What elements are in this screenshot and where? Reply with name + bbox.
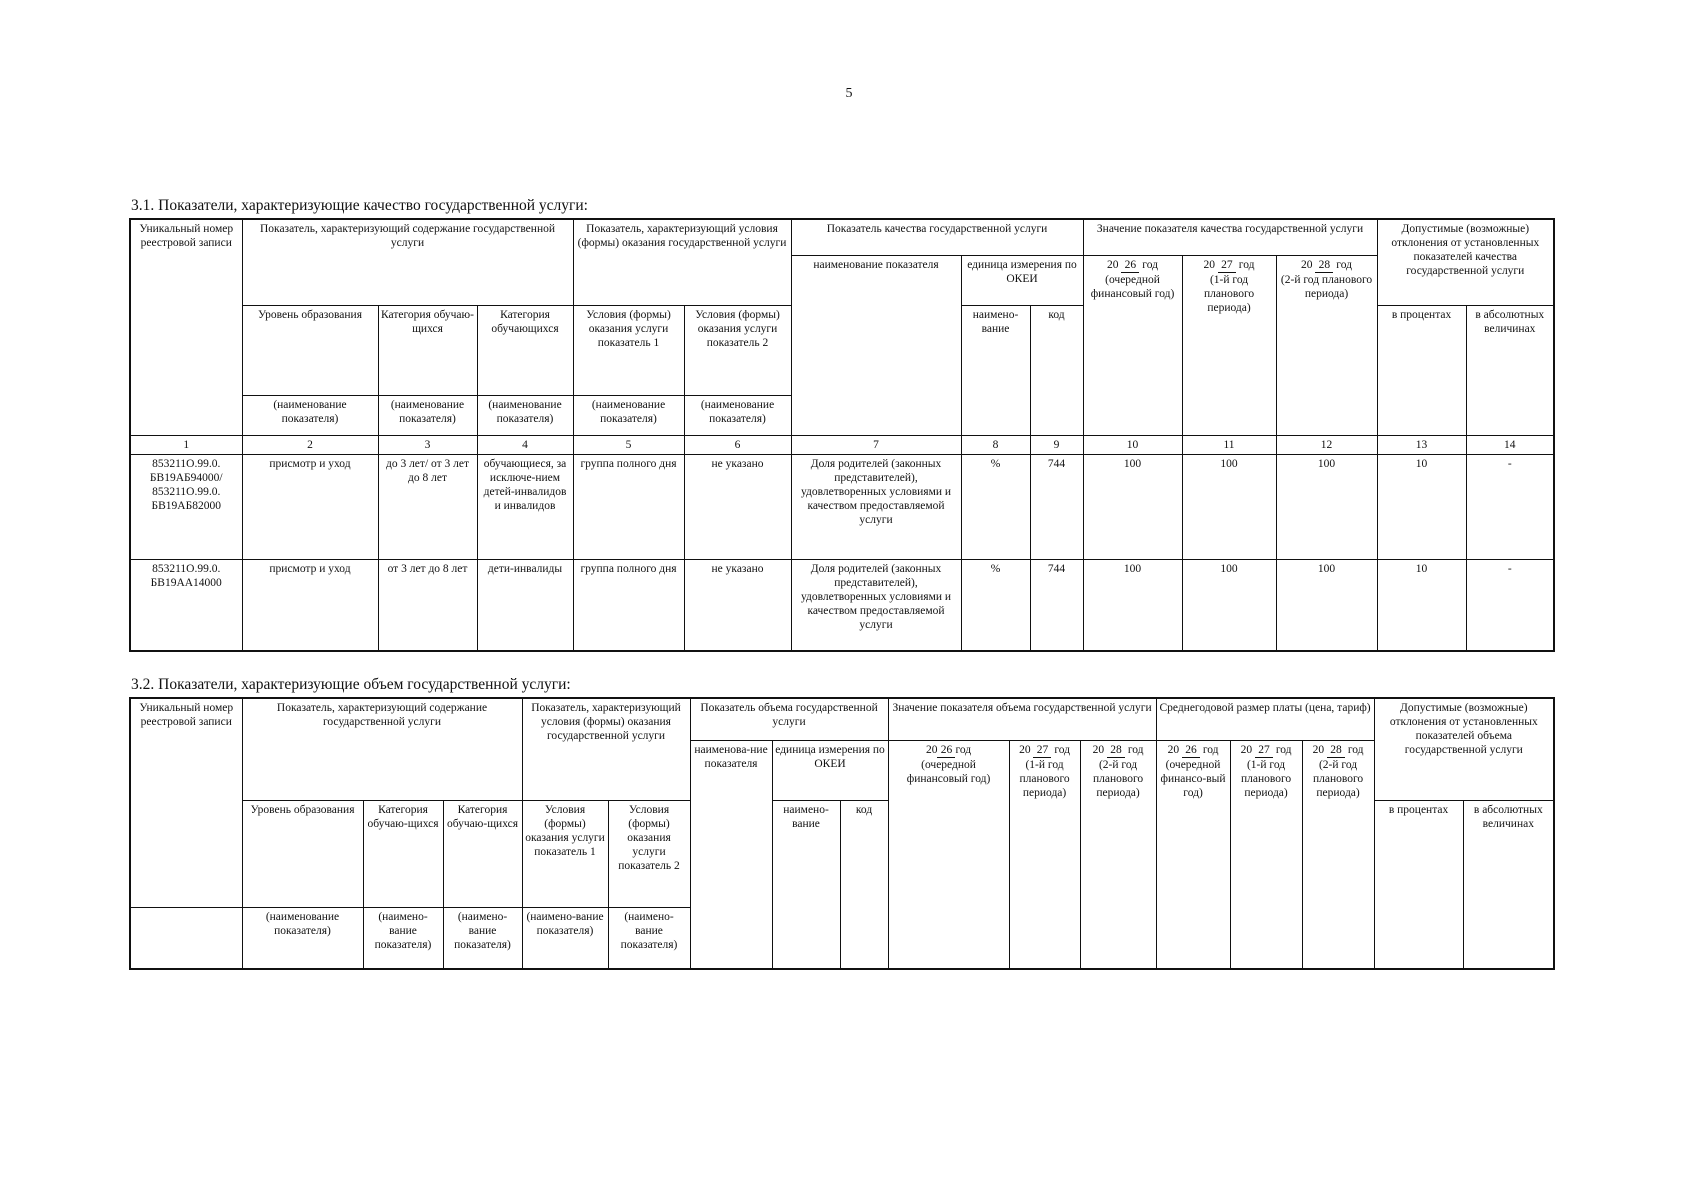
header-unique-number: Уникальный номер реестровой записи (130, 698, 242, 907)
header-condition-indicator: Показатель, характеризующий условия (формы) оказания государственной услуги (522, 698, 690, 800)
header-deviation-percent: в процентах (1377, 305, 1466, 435)
header-condition-1: Условия (формы) оказания услуги показатель 1 (573, 305, 684, 395)
header-unit-okei: единица измерения по ОКЕИ (772, 740, 888, 800)
year-3-value: 100 (1276, 559, 1377, 651)
header-indicator-name-note: (наименование показателя) (684, 395, 791, 435)
condition-1-value: группа полного дня (573, 454, 684, 559)
header-content-indicator: Показатель, характеризующий содержание государственной услуги (242, 698, 522, 800)
header-unit-name: наимено-вание (772, 800, 840, 969)
header-student-category-1: Категория обучаю-щихся (378, 305, 477, 395)
table-row (130, 559, 1554, 651)
column-number-row (130, 435, 1554, 454)
header-deviation: Допустимые (возможные) отклонения от установленных показателей качества государственной услуги (1377, 219, 1554, 305)
quality-indicator-value: Доля родителей (законных представителей), удовлетворенных условиями и качеством предоставляемой услуги (791, 454, 961, 559)
header-volume-year-2: 20 27 год (1-й год планового периода) (1009, 740, 1080, 969)
header-indicator-name-note: (наименование показателя) (242, 395, 378, 435)
condition-2-value: не указано (684, 559, 791, 651)
unit-code-value: 744 (1030, 454, 1083, 559)
header-quality-value: Значение показателя качества государственной услуги (1083, 219, 1377, 255)
header-volume-value: Значение показателя объема государственной услуги (888, 698, 1156, 740)
header-unit-okei: единица измерения по ОКЕИ (961, 255, 1083, 305)
year-2-value: 100 (1182, 454, 1276, 559)
unit-name-value: % (961, 559, 1030, 651)
header-fee-year-1: 20 26 год (очередной финансо-вый год) (1156, 740, 1230, 969)
header-indicator-name-note: (наимено-вание показателя) (522, 907, 608, 969)
column-number: 14 (1466, 435, 1554, 454)
header-volume-year-1: 20 26 год (очередной финансовый год) (888, 740, 1009, 969)
header-average-fee: Среднегодовой размер платы (цена, тариф) (1156, 698, 1374, 740)
deviation-absolute-value: - (1466, 454, 1554, 559)
header-condition-2: Условия (формы) оказания услуги показатель 2 (608, 800, 690, 907)
column-number: 10 (1083, 435, 1182, 454)
header-indicator-name-note: (наимено-вание показателя) (363, 907, 443, 969)
header-year-2: 20 27 год (1-й год планового периода) (1182, 255, 1276, 435)
registry-number: 853211О.99.0. БВ19АБ94000/ 853211О.99.0. БВ19АБ82000 (130, 454, 242, 559)
quality-indicator-value: Доля родителей (законных представителей), удовлетворенных условиями и качеством предоставляемой услуги (791, 559, 961, 651)
column-number: 8 (961, 435, 1030, 454)
header-deviation-percent: в процентах (1374, 800, 1463, 969)
header-indicator-name: наименова-ние показателя (690, 740, 772, 969)
header-condition-2: Условия (формы) оказания услуги показатель 2 (684, 305, 791, 395)
header-indicator-name-note: (наименование показателя) (378, 395, 477, 435)
header-content-indicator: Показатель, характеризующий содержание государственной услуги (242, 219, 573, 305)
column-number: 5 (573, 435, 684, 454)
student-category-1-value: от 3 лет до 8 лет (378, 559, 477, 651)
education-level-value: присмотр и уход (242, 559, 378, 651)
header-volume-year-3: 20 28 год (2-й год планового периода) (1080, 740, 1156, 969)
column-number: 9 (1030, 435, 1083, 454)
condition-1-value: группа полного дня (573, 559, 684, 651)
column-number: 11 (1182, 435, 1276, 454)
header-year-3: 20 28 год (2-й год планового периода) (1276, 255, 1377, 435)
column-number: 1 (130, 435, 242, 454)
volume-table (129, 697, 1555, 970)
deviation-percent-value: 10 (1377, 559, 1466, 651)
student-category-1-value: до 3 лет/ от 3 лет до 8 лет (378, 454, 477, 559)
year-1-value: 100 (1083, 559, 1182, 651)
section-1-title: 3.1. Показатели, характеризующие качество государственной услуги: (131, 197, 588, 214)
header-education-level: Уровень образования (242, 800, 363, 907)
header-year-1: 20 26 год (очередной финансовый год) (1083, 255, 1182, 435)
page-number: 5 (845, 86, 853, 101)
header-unit-code: код (1030, 305, 1083, 435)
deviation-percent-value: 10 (1377, 454, 1466, 559)
section-2-title: 3.2. Показатели, характеризующие объем государственной услуги: (131, 676, 571, 693)
header-indicator-name-note: (наименование показателя) (242, 907, 363, 969)
header-unique-number: Уникальный номер реестровой записи (130, 219, 242, 435)
year-3-value: 100 (1276, 454, 1377, 559)
year-2-value: 100 (1182, 559, 1276, 651)
student-category-2-value: обучающиеся, за исключе-нием детей-инвалидов и инвалидов (477, 454, 573, 559)
deviation-absolute-value: - (1466, 559, 1554, 651)
column-number: 4 (477, 435, 573, 454)
header-indicator-name-note: (наименование показателя) (477, 395, 573, 435)
header-indicator-name-note: (наимено-вание показателя) (608, 907, 690, 969)
year-1-value: 100 (1083, 454, 1182, 559)
header-indicator-name-note: (наименование показателя) (573, 395, 684, 435)
registry-number: 853211О.99.0. БВ19АА14000 (130, 559, 242, 651)
column-number: 6 (684, 435, 791, 454)
header-quality-indicator: Показатель качества государственной услуги (791, 219, 1083, 255)
header-student-category-2: Категория обучающихся (477, 305, 573, 395)
column-number: 2 (242, 435, 378, 454)
header-unit-code: код (840, 800, 888, 969)
column-number: 13 (1377, 435, 1466, 454)
header-student-category-1: Категория обучаю-щихся (363, 800, 443, 907)
column-number: 7 (791, 435, 961, 454)
education-level-value: присмотр и уход (242, 454, 378, 559)
column-number: 3 (378, 435, 477, 454)
unit-name-value: % (961, 454, 1030, 559)
header-condition-1: Условия (формы) оказания услуги показатель 1 (522, 800, 608, 907)
header-deviation-absolute: в абсолютных величинах (1466, 305, 1554, 435)
empty-cell (130, 907, 242, 969)
quality-table (129, 218, 1555, 652)
header-education-level: Уровень образования (242, 305, 378, 395)
header-student-category-2: Категория обучаю-щихся (443, 800, 522, 907)
header-volume-indicator: Показатель объема государственной услуги (690, 698, 888, 740)
header-indicator-name: наименование показателя (791, 255, 961, 435)
header-deviation: Допустимые (возможные) отклонения от установленных показателей объема государственной услуги (1374, 698, 1554, 800)
header-deviation-absolute: в абсолютных величинах (1463, 800, 1554, 969)
table-row (130, 454, 1554, 559)
header-indicator-name-note: (наимено-вание показателя) (443, 907, 522, 969)
header-condition-indicator: Показатель, характеризующий условия (формы) оказания государственной услуги (573, 219, 791, 305)
unit-code-value: 744 (1030, 559, 1083, 651)
header-unit-name: наимено-вание (961, 305, 1030, 435)
student-category-2-value: дети-инвалиды (477, 559, 573, 651)
header-fee-year-3: 20 28 год (2-й год планового периода) (1302, 740, 1374, 969)
header-fee-year-2: 20 27 год (1-й год планового периода) (1230, 740, 1302, 969)
column-number: 12 (1276, 435, 1377, 454)
condition-2-value: не указано (684, 454, 791, 559)
